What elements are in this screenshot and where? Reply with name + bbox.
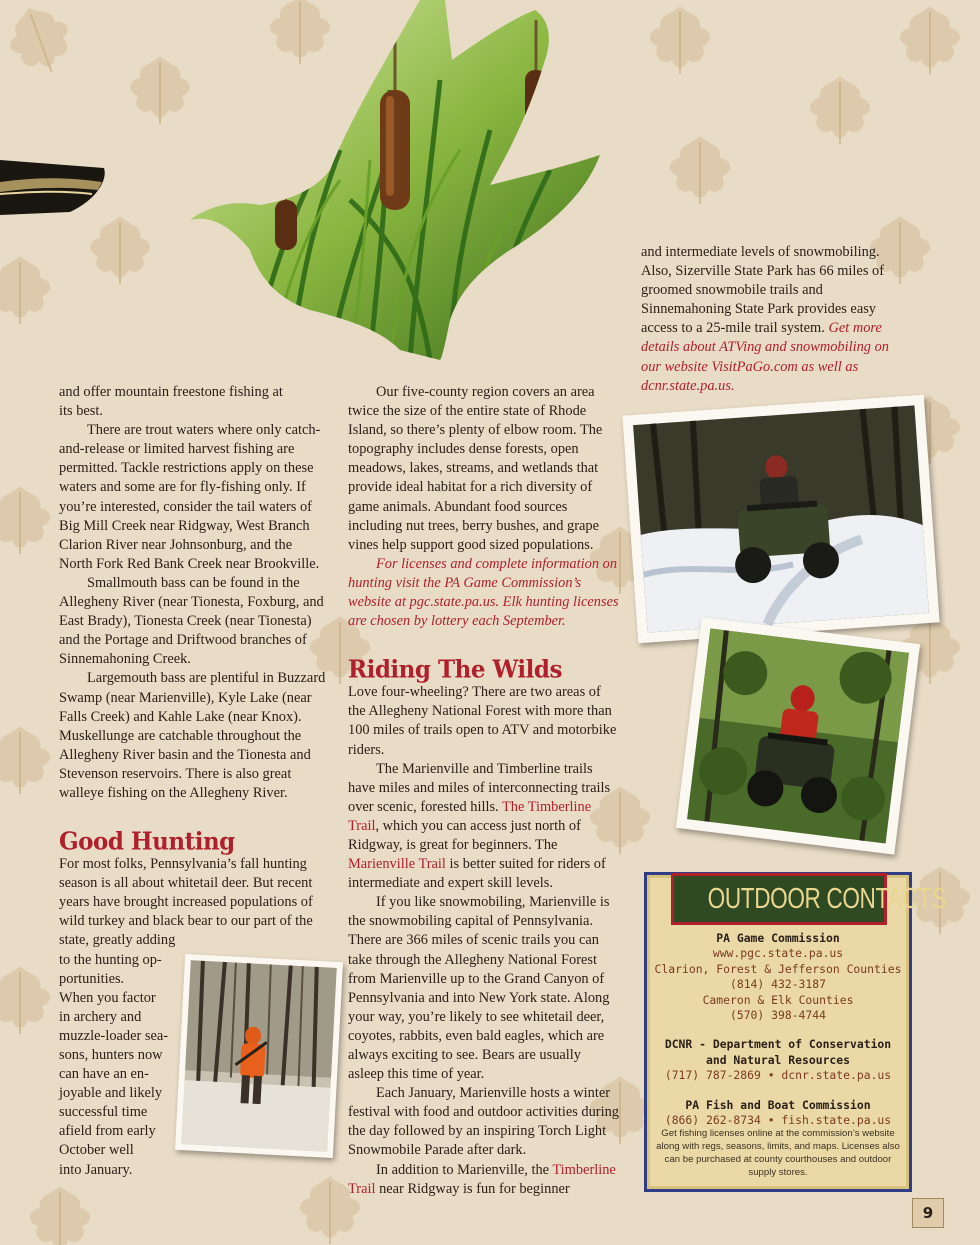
- fish-boat-commission-note: Get fishing licenses online at the commission’s website along with regs, seasons, limits, and maps. Licenses also can be purchased at county courthouses and outdoor supply stores.: [656, 1128, 900, 1178]
- hunting-line-k: afield from early: [59, 1123, 156, 1140]
- hunting-line-g: sons, hunters now: [59, 1047, 163, 1063]
- hunter-photo-frame: [175, 954, 343, 1158]
- column-3: [641, 243, 899, 396]
- hunting-line-m: into January.: [59, 1161, 133, 1178]
- heading-riding-the-wilds: Riding The Wilds: [348, 655, 562, 684]
- hunting-line-f: muzzle-loader sea-: [59, 1027, 169, 1044]
- hunting-line-j: successful time: [59, 1104, 148, 1121]
- pa-game-commission-name: PA Game Commission: [716, 931, 840, 945]
- hunting-line-b: to the hunting op-: [59, 951, 162, 968]
- trails-text-a: The Marienville and Timberline trails have miles and miles of interconnecting trails over scenic, forested hills.: [348, 760, 611, 815]
- paragraph-winter-festival: Each January, Marienville hosts a winter festival with food and outdoor activities during the day followed by an inspiring Torch Light Snowmobile Parade after dark.: [348, 1085, 619, 1159]
- pa-game-commission-area-1: Clarion, Forest & Jefferson Counties: [654, 961, 902, 976]
- fish-boat-commission-name: PA Fish and Boat Commission: [685, 1097, 871, 1112]
- hunter-in-snowy-forest-photo: [181, 960, 336, 1151]
- dcnr-contact[interactable]: (717) 787-2869 • dcnr.state.pa.us: [664, 1068, 892, 1083]
- paragraph-four-wheeling: Love four-wheeling? There are two areas of the Allegheny National Forest with more than 100 miles of trails open to ATV and motorbike riders.: [348, 684, 617, 758]
- dcnr-name-line-2: and Natural Resources: [705, 1052, 850, 1067]
- website-details-link[interactable]: Get more details about ATVing and snowmobiling on our website VisitPaGo.com as well as dcnr.state.pa.us.: [641, 320, 889, 394]
- pa-game-commission-area-2: Cameron & Elk Counties: [702, 992, 854, 1007]
- beginner-text-c: near Ridgway is fun for beginner: [379, 1180, 570, 1197]
- parks-text: and intermediate levels of snowmobiling. Also, Sizerville State Park has 66 miles of groomed snowmobile trails and Sinnemahoning State Park provides easy access to a 25-mile trail system.: [641, 244, 885, 337]
- pa-game-commission-phone-2: (570) 398-4744: [729, 1008, 826, 1023]
- pa-game-commission-website[interactable]: www.pgc.state.pa.us: [712, 946, 844, 961]
- heading-good-hunting: Good Hunting: [59, 827, 235, 856]
- beginner-text-a: In addition to Marienville, the: [376, 1161, 550, 1178]
- bird-shaped-cattail-photo: [190, 0, 610, 360]
- paragraph-trout-waters: There are trout waters where only catch-and-release or limited harvest fishing are permitted. Tackle restrictions apply on these waters and some are for fly-fishing only. If you’re interested, consider the tail waters of Big Mill Creek near Ridgway, West Branch Clarion River near Johnsonburg, and the North Fork Red Bank Creek near Brookville.: [59, 422, 321, 572]
- hunting-line-d: When you factor: [59, 989, 156, 1006]
- paragraph-hunting-licenses: For licenses and complete information on hunting visit the PA Game Commission’s website at pgc.state.pa.us. Elk hunting licenses are chosen by lottery each September.: [348, 555, 619, 630]
- atv-snow-photo-frame: [622, 395, 939, 644]
- paragraph-hunting-intro: [59, 855, 329, 950]
- paragraph-smallmouth-bass: Smallmouth bass can be found in the Allegheny River (near Tionesta, Foxburg, and East Brady), Tionesta Creek (near Tionesta) and the Portage and Driftwood branches of Sinnemahoning Creek.: [59, 574, 324, 668]
- pa-game-commission-phone-1: (814) 432-3187: [729, 977, 826, 992]
- trails-text-c: , which you can access just north of Ridgway, is great for beginners. The: [348, 817, 581, 853]
- lake-photo-fragment: [0, 160, 110, 215]
- atv-riding-snow-trail-photo: [633, 405, 929, 632]
- fish-boat-commission-contact[interactable]: (866) 262-8734 • fish.state.pa.us: [664, 1113, 892, 1128]
- hunting-line-l: October well: [59, 1142, 134, 1159]
- dcnr-name-line-1: DCNR - Department of Conservation: [664, 1037, 892, 1052]
- outdoor-contacts-title: OUTDOOR CONTACTS: [671, 873, 887, 925]
- hunting-text-a: For most folks, Pennsylvania’s fall hunting season is all about whitetail deer. But recent years have brought increased populations of wild turkey and black bear to our part of the state, greatly adding: [59, 856, 313, 949]
- contacts-list: [653, 931, 903, 1180]
- hunting-line-i: joyable and likely: [59, 1085, 163, 1102]
- atv-forest-photo-frame: [676, 617, 920, 854]
- atv-rider-forest-photo: [687, 629, 909, 844]
- paragraph-snowmobiling: If you like snowmobiling, Marienville is the snowmobiling capital of Pennsylvania. There are 366 miles of scenic trails you can take through the Allegheny National Forest from Marienville up to the Grand Canyon of Pennsylvania and into New York state. Along your way, you’re likely to see whitetail deer, coyotes, rabbits, even bald eagles, which are always exciting to see. Bears are usually asleep this time of year.: [348, 894, 610, 1083]
- page-number: 9: [912, 1198, 944, 1228]
- paragraph-fishing-intro: and offer mountain freestone fishing at its best.: [59, 384, 283, 420]
- hunting-line-e: in archery and: [59, 1008, 142, 1025]
- paragraph-trails: [348, 760, 620, 894]
- timberline-trail-link-2[interactable]: Timberline Trail: [348, 1161, 616, 1197]
- timberline-trail-link[interactable]: The Timberline Trail: [348, 798, 592, 834]
- column-2: [348, 383, 620, 1199]
- paragraph-snowmobile-parks: [641, 243, 899, 396]
- paragraph-timberline-beginner: [348, 1161, 620, 1199]
- paragraph-largemouth-bass: Largemouth bass are plentiful in Buzzard Swamp (near Marienville), Kyle Lake (near Falls Creek) and Kahle Lake (near Knox). Muskellunge are catchable throughout the Allegheny River basin and the Tionesta and Stevenson reservoirs. There is also great walleye fishing on the Allegheny River.: [59, 670, 326, 801]
- paragraph-region-overview: Our five-county region covers an area twice the size of the entire state of Rhode Island, so there’s plenty of elbow room. The topography includes dense forests, open meadows, lakes, streams, and wetlands that provide ideal habitat for a rich diversity of game animals. Abundant food sources including nut trees, berry bushes, and grape vines help support good sized populations.: [348, 384, 603, 553]
- hunting-line-h: can have an en-: [59, 1066, 149, 1083]
- trails-text-e: is better suited for riders of intermediate and expert skill levels.: [348, 856, 606, 892]
- outdoor-contacts-box: [644, 872, 947, 1192]
- hunting-line-c: portunities.: [59, 970, 125, 987]
- marienville-trail-link[interactable]: Marienville Trail: [348, 856, 446, 873]
